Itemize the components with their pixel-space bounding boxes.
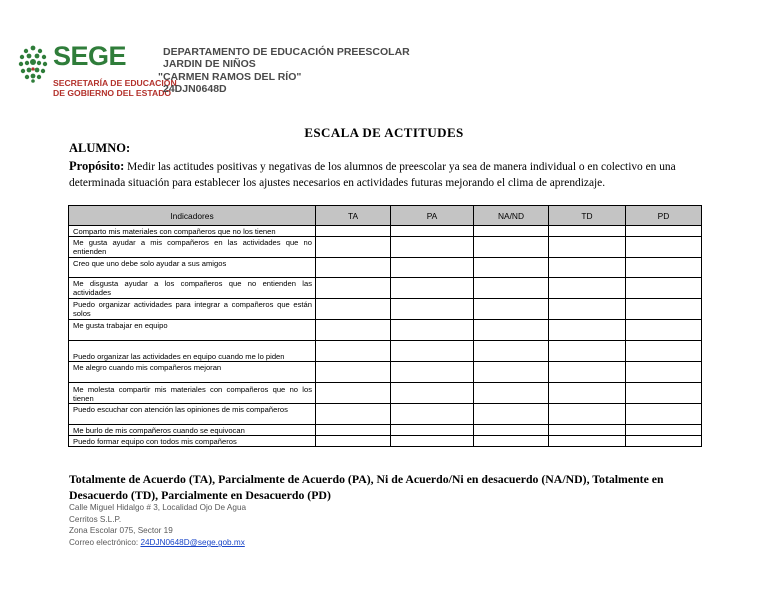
ta-cell[interactable] xyxy=(316,425,391,436)
pd-cell[interactable] xyxy=(626,425,702,436)
pa-cell[interactable] xyxy=(391,436,474,447)
indicator-cell: Puedo organizar actividades para integrar a compañeros que están solos xyxy=(69,299,316,320)
indicator-cell: Me gusta ayudar a mis compañeros en las actividades que no entienden xyxy=(69,237,316,258)
document-title: ESCALA DE ACTITUDES xyxy=(304,125,464,140)
na-nd-cell[interactable] xyxy=(474,226,549,237)
na-nd-cell[interactable] xyxy=(474,341,549,362)
table-row xyxy=(69,404,702,425)
ta-cell[interactable] xyxy=(316,237,391,258)
table-row xyxy=(69,436,702,447)
na-nd-cell[interactable] xyxy=(474,258,549,278)
logo-subtitle-line2: DE GOBIERNO DEL ESTADO xyxy=(53,88,172,98)
ta-cell[interactable] xyxy=(316,436,391,447)
pa-cell[interactable] xyxy=(391,299,474,320)
indicator-cell: Me disgusta ayudar a los compañeros que no entienden las actividades xyxy=(69,278,316,299)
na-nd-cell[interactable] xyxy=(474,299,549,320)
td-cell[interactable] xyxy=(549,299,626,320)
table-row xyxy=(69,237,702,258)
school-type: JARDIN DE NIÑOS xyxy=(163,58,256,71)
table-row xyxy=(69,320,702,341)
td-cell[interactable] xyxy=(549,404,626,425)
td-cell[interactable] xyxy=(549,237,626,258)
td-cell[interactable] xyxy=(549,383,626,404)
ta-cell[interactable] xyxy=(316,258,391,278)
table-row xyxy=(69,299,702,320)
department-name: DEPARTAMENTO DE EDUCACIÓN PREESCOLAR xyxy=(163,46,410,58)
school-code: 24DJN0648D xyxy=(163,82,227,95)
address-line-city: Cerritos S.L.P. xyxy=(69,514,122,524)
table-row xyxy=(69,383,702,404)
pd-cell[interactable] xyxy=(626,436,702,447)
ta-cell[interactable] xyxy=(316,341,391,362)
na-nd-cell[interactable] xyxy=(474,362,549,383)
na-nd-cell[interactable] xyxy=(474,237,549,258)
purpose-label: Propósito: xyxy=(69,159,125,173)
indicator-cell: Puedo organizar las actividades en equipo cuando me lo piden xyxy=(69,341,316,362)
td-cell[interactable] xyxy=(549,258,626,278)
pa-cell[interactable] xyxy=(391,341,474,362)
column-header-ta: TA xyxy=(316,206,391,226)
na-nd-cell[interactable] xyxy=(474,425,549,436)
indicator-cell: Puedo formar equipo con todos mis compañeros xyxy=(69,436,316,447)
pd-cell[interactable] xyxy=(626,237,702,258)
pd-cell[interactable] xyxy=(626,362,702,383)
ta-cell[interactable] xyxy=(316,278,391,299)
ta-cell[interactable] xyxy=(316,404,391,425)
logo-wordmark: SEGE xyxy=(53,41,127,71)
pa-cell[interactable] xyxy=(391,226,474,237)
ta-cell[interactable] xyxy=(316,226,391,237)
sege-emblem-icon xyxy=(17,43,49,83)
pd-cell[interactable] xyxy=(626,299,702,320)
pa-cell[interactable] xyxy=(391,237,474,258)
ta-cell[interactable] xyxy=(316,299,391,320)
pa-cell[interactable] xyxy=(391,320,474,341)
email-link[interactable]: 24DJN0648D@sege.gob.mx xyxy=(140,538,245,548)
td-cell[interactable] xyxy=(549,278,626,299)
td-cell[interactable] xyxy=(549,341,626,362)
table-row xyxy=(69,278,702,299)
pa-cell[interactable] xyxy=(391,383,474,404)
indicator-cell: Me molesta compartir mis materiales con compañeros que no los tienen xyxy=(69,383,316,404)
na-nd-cell[interactable] xyxy=(474,436,549,447)
ta-cell[interactable] xyxy=(316,320,391,341)
pa-cell[interactable] xyxy=(391,278,474,299)
td-cell[interactable] xyxy=(549,226,626,237)
table-row xyxy=(69,341,702,362)
pd-cell[interactable] xyxy=(626,226,702,237)
pd-cell[interactable] xyxy=(626,258,702,278)
table-row xyxy=(69,226,702,237)
indicator-cell: Me burlo de mis compañeros cuando se equivocan xyxy=(69,425,316,436)
pa-cell[interactable] xyxy=(391,425,474,436)
indicator-cell: Me gusta trabajar en equipo xyxy=(69,320,316,341)
school-name: "CARMEN RAMOS DEL RÍO" xyxy=(158,70,302,83)
column-header-indicadores: Indicadores xyxy=(69,206,316,226)
department-header xyxy=(158,46,410,95)
scale-legend: Totalmente de Acuerdo (TA), Parcialmente de Acuerdo (PA), Ni de Acuerdo/Ni en desacuerdo (NA/ND), Totalmente en Desacuerdo (TD), Parcialmente en Desacuerdo (PD) xyxy=(69,472,664,502)
sege-logo xyxy=(17,41,177,98)
attitude-scale-table xyxy=(68,205,702,447)
column-header-na-nd: NA/ND xyxy=(474,206,549,226)
email-line xyxy=(69,537,246,549)
column-header-td: TD xyxy=(549,206,626,226)
ta-cell[interactable] xyxy=(316,362,391,383)
purpose-text: Medir las actitudes positivas y negativas de los alumnos de preescolar ya sea de manera individual o en colectivo en una determinada situación para establecer los ajustes necesarios en actividades futuras mejorando el clima de aprendizaje. xyxy=(69,161,676,189)
na-nd-cell[interactable] xyxy=(474,278,549,299)
email-label: Correo electrónico: xyxy=(69,538,141,548)
pd-cell[interactable] xyxy=(626,404,702,425)
pd-cell[interactable] xyxy=(626,383,702,404)
table-row xyxy=(69,258,702,278)
pa-cell[interactable] xyxy=(391,404,474,425)
pa-cell[interactable] xyxy=(391,258,474,278)
alumno-label: ALUMNO: xyxy=(69,141,131,155)
address-line-zone: Zona Escolar 075, Sector 19 xyxy=(69,526,173,536)
table-row xyxy=(69,362,702,383)
na-nd-cell[interactable] xyxy=(474,404,549,425)
pd-cell[interactable] xyxy=(626,320,702,341)
na-nd-cell[interactable] xyxy=(474,320,549,341)
indicator-cell: Comparto mis materiales con compañeros que no los tienen xyxy=(69,226,316,237)
purpose-paragraph xyxy=(69,158,709,191)
pa-cell[interactable] xyxy=(391,362,474,383)
td-cell[interactable] xyxy=(549,425,626,436)
na-nd-cell[interactable] xyxy=(474,383,549,404)
column-header-pa: PA xyxy=(391,206,474,226)
column-header-pd: PD xyxy=(626,206,702,226)
td-cell[interactable] xyxy=(549,436,626,447)
table-row xyxy=(69,425,702,436)
indicator-cell: Creo que uno debe solo ayudar a sus amigos xyxy=(69,258,316,278)
pd-cell[interactable] xyxy=(626,278,702,299)
address-line-street: Calle Miguel Hidalgo # 3, Localidad Ojo De Agua xyxy=(69,503,247,512)
td-cell[interactable] xyxy=(549,320,626,341)
school-address xyxy=(69,502,246,549)
table-header-row xyxy=(69,206,702,226)
td-cell[interactable] xyxy=(549,362,626,383)
pd-cell[interactable] xyxy=(626,341,702,362)
logo-subtitle-line1: SECRETARÍA DE EDUCACIÓN xyxy=(53,78,177,88)
indicator-cell: Puedo escuchar con atención las opiniones de mis compañeros xyxy=(69,404,316,425)
ta-cell[interactable] xyxy=(316,383,391,404)
indicator-cell: Me alegro cuando mis compañeros mejoran xyxy=(69,362,316,383)
